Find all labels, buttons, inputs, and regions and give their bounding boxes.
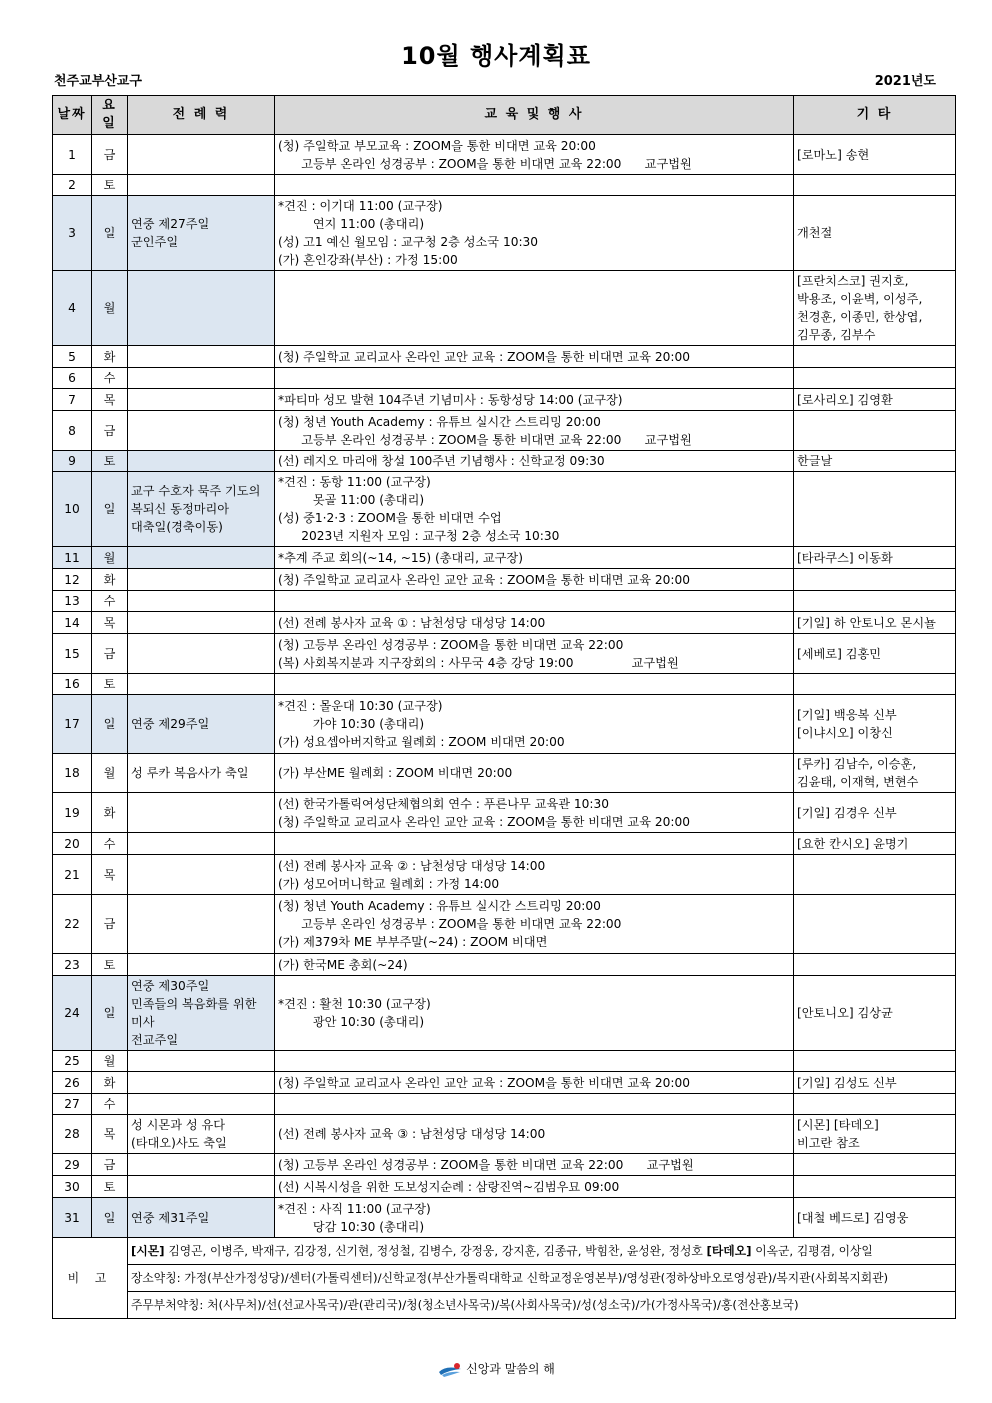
table-row (53, 674, 956, 695)
date-cell: 8 (53, 411, 92, 451)
liturgy-cell (128, 346, 275, 368)
table-header-row (53, 96, 956, 135)
table-row (53, 793, 956, 833)
liturgy-cell: 성 시몬과 성 유다 (타대오)사도 축일 (128, 1115, 275, 1154)
schedule-table (52, 95, 956, 1319)
notes-section (53, 1238, 956, 1319)
misc-cell (794, 1154, 956, 1176)
table-row (53, 389, 956, 411)
date-cell: 29 (53, 1154, 92, 1176)
misc-cell (794, 591, 956, 612)
events-cell: (청) 청년 Youth Academy : 유튜브 실시간 스트리밍 20:00 고등부 온라인 성경공부 : ZOOM을 통한 비대면 교육 22:00 교구법원 (275, 411, 794, 451)
year-label: 2021년도 (874, 74, 936, 89)
misc-cell: [로마노] 송현 (794, 135, 956, 175)
table-row (53, 591, 956, 612)
misc-cell (794, 346, 956, 368)
date-cell: 30 (53, 1176, 92, 1198)
weekday-cell: 일 (92, 695, 128, 754)
date-cell: 16 (53, 674, 92, 695)
date-cell: 9 (53, 451, 92, 472)
header-weekday: 요일 (92, 96, 128, 135)
events-cell: *견진 : 동항 11:00 (교구장) 못골 11:00 (총대리) (성) 중1·2·3 : ZOOM을 통한 비대면 수업 2023년 지원자 모임 : 교구청 2층 성소국 10:30 (275, 472, 794, 547)
liturgy-cell: 연중 제27주일 군인주일 (128, 196, 275, 271)
liturgy-cell (128, 271, 275, 346)
events-cell: (선) 시복시성을 위한 도보성지순례 : 삼랑진역~김범우묘 09:00 (275, 1176, 794, 1198)
notes-label: 비 고 (53, 1238, 128, 1319)
date-cell: 14 (53, 612, 92, 634)
table-row (53, 1154, 956, 1176)
misc-cell (794, 895, 956, 954)
liturgy-cell (128, 612, 275, 634)
table-row (53, 368, 956, 389)
misc-cell: [시몬] [타데오] 비고란 참조 (794, 1115, 956, 1154)
date-cell: 24 (53, 976, 92, 1051)
liturgy-cell (128, 411, 275, 451)
date-cell: 5 (53, 346, 92, 368)
table-row (53, 1115, 956, 1154)
date-cell: 17 (53, 695, 92, 754)
weekday-cell: 월 (92, 547, 128, 569)
table-row (53, 954, 956, 976)
events-cell (275, 833, 794, 855)
events-cell: *견진 : 사직 11:00 (교구장) 당감 10:30 (총대리) (275, 1198, 794, 1238)
table-row (53, 569, 956, 591)
misc-cell (794, 411, 956, 451)
liturgy-cell: 연중 제30주일 민족들의 복음화를 위한 미사 전교주일 (128, 976, 275, 1051)
events-cell: (선) 전례 봉사자 교육 ① : 남천성당 대성당 14:00 (275, 612, 794, 634)
date-cell: 26 (53, 1072, 92, 1094)
date-cell: 10 (53, 472, 92, 547)
table-row (53, 1072, 956, 1094)
liturgy-cell: 교구 수호자 묵주 기도의 복되신 동정마리아 대축일(경축이동) (128, 472, 275, 547)
events-cell: (선) 한국가톨릭여성단체협의회 연수 : 푸른나무 교육관 10:30 (청) 주일학교 교리교사 온라인 교안 교육 : ZOOM을 통한 비대면 교육 20:00 (275, 793, 794, 833)
weekday-cell: 금 (92, 135, 128, 175)
table-row (53, 895, 956, 954)
notes-simon-tag: [시몬] (131, 1244, 165, 1258)
weekday-cell: 토 (92, 451, 128, 472)
events-cell: (청) 고등부 온라인 성경공부 : ZOOM을 통한 비대면 교육 22:00 교구법원 (275, 1154, 794, 1176)
weekday-cell: 토 (92, 674, 128, 695)
header-liturgy: 전 례 력 (128, 96, 275, 135)
liturgy-cell (128, 368, 275, 389)
liturgy-cell (128, 569, 275, 591)
notes-line-1 (128, 1238, 956, 1265)
weekday-cell: 토 (92, 175, 128, 196)
weekday-cell: 일 (92, 976, 128, 1051)
date-cell: 21 (53, 855, 92, 895)
date-cell: 6 (53, 368, 92, 389)
liturgy-cell (128, 833, 275, 855)
events-cell (275, 1094, 794, 1115)
notes-thaddeus-names: 이옥군, 김평겸, 이상일 (751, 1244, 873, 1258)
table-row (53, 346, 956, 368)
liturgy-cell (128, 855, 275, 895)
liturgy-cell (128, 547, 275, 569)
date-cell: 3 (53, 196, 92, 271)
date-cell: 2 (53, 175, 92, 196)
header-misc: 기 타 (794, 96, 956, 135)
date-cell: 20 (53, 833, 92, 855)
misc-cell (794, 855, 956, 895)
notes-simon-names: 김영곤, 이병주, 박재구, 김강정, 신기현, 정성철, 김병수, 강정웅, 강지훈, 김종규, 박힘찬, 윤성완, 정성호 (164, 1244, 707, 1258)
weekday-cell: 금 (92, 1154, 128, 1176)
misc-cell (794, 175, 956, 196)
misc-cell: [기일] 하 안토니오 몬시뇰 (794, 612, 956, 634)
liturgy-cell: 연중 제29주일 (128, 695, 275, 754)
misc-cell: [대철 베드로] 김영웅 (794, 1198, 956, 1238)
weekday-cell: 토 (92, 954, 128, 976)
table-row (53, 175, 956, 196)
date-cell: 22 (53, 895, 92, 954)
events-cell: *견진 : 이기대 11:00 (교구장) 연지 11:00 (총대리) (성) 고1 예신 월모임 : 교구청 2층 성소국 10:30 (가) 혼인강좌(부산) : 가정 15:00 (275, 196, 794, 271)
events-cell (275, 1051, 794, 1072)
events-cell (275, 591, 794, 612)
liturgy-cell (128, 591, 275, 612)
weekday-cell: 수 (92, 368, 128, 389)
table-row (53, 411, 956, 451)
misc-cell (794, 569, 956, 591)
table-row (53, 695, 956, 754)
misc-cell: [루카] 김남수, 이승훈, 김윤태, 이재혁, 변현수 (794, 754, 956, 793)
weekday-cell: 일 (92, 1198, 128, 1238)
table-row (53, 1176, 956, 1198)
weekday-cell: 월 (92, 754, 128, 793)
misc-cell: [안토니오] 김상균 (794, 976, 956, 1051)
events-cell: *추계 주교 회의(~14, ~15) (총대리, 교구장) (275, 547, 794, 569)
events-cell (275, 368, 794, 389)
liturgy-cell (128, 135, 275, 175)
misc-cell: [기일] 김경우 신부 (794, 793, 956, 833)
table-row (53, 135, 956, 175)
date-cell: 13 (53, 591, 92, 612)
date-cell: 25 (53, 1051, 92, 1072)
notes-thaddeus-tag: [타데오] (706, 1244, 752, 1258)
table-row (53, 754, 956, 793)
notes-line-3: 주무부처약칭: 처(사무처)/선(선교사목국)/관(관리국)/청(청소년사목국)/복(사회사목국)/성(성소국)/가(가정사목국)/홍(전산홍보국) (128, 1292, 956, 1319)
weekday-cell: 금 (92, 411, 128, 451)
liturgy-cell (128, 674, 275, 695)
events-cell (275, 271, 794, 346)
weekday-cell: 화 (92, 346, 128, 368)
date-cell: 23 (53, 954, 92, 976)
misc-cell: [타라쿠스] 이동화 (794, 547, 956, 569)
weekday-cell: 목 (92, 855, 128, 895)
year-logo-icon (437, 1362, 463, 1378)
header-events: 교 육 및 행 사 (275, 96, 794, 135)
table-row (53, 976, 956, 1051)
table-row (53, 472, 956, 547)
table-row (53, 855, 956, 895)
liturgy-cell (128, 175, 275, 196)
liturgy-cell (128, 1154, 275, 1176)
liturgy-cell (128, 634, 275, 674)
liturgy-cell (128, 1072, 275, 1094)
weekday-cell: 금 (92, 634, 128, 674)
weekday-cell: 수 (92, 833, 128, 855)
misc-cell: 한글날 (794, 451, 956, 472)
liturgy-cell (128, 895, 275, 954)
table-row (53, 833, 956, 855)
notes-line-2: 장소약칭: 가정(부산가정성당)/센터(가톨릭센터)/신학교정(부산가톨릭대학교 신학교정운영본부)/영성관(정하상바오로영성관)/복지관(사회복지회관) (128, 1265, 956, 1292)
weekday-cell: 수 (92, 1094, 128, 1115)
date-cell: 27 (53, 1094, 92, 1115)
date-cell: 31 (53, 1198, 92, 1238)
misc-cell (794, 1051, 956, 1072)
misc-cell: [로사리오] 김영환 (794, 389, 956, 411)
misc-cell (794, 1094, 956, 1115)
table-row (53, 1051, 956, 1072)
date-cell: 1 (53, 135, 92, 175)
events-cell: (청) 주일학교 부모교육 : ZOOM을 통한 비대면 교육 20:00 고등부 온라인 성경공부 : ZOOM을 통한 비대면 교육 22:00 교구법원 (275, 135, 794, 175)
date-cell: 11 (53, 547, 92, 569)
table-row (53, 612, 956, 634)
events-cell: (가) 부산ME 월례회 : ZOOM 비대면 20:00 (275, 754, 794, 793)
weekday-cell: 토 (92, 1176, 128, 1198)
date-cell: 12 (53, 569, 92, 591)
date-cell: 15 (53, 634, 92, 674)
events-cell: (선) 전례 봉사자 교육 ③ : 남천성당 대성당 14:00 (275, 1115, 794, 1154)
events-cell: (청) 주일학교 교리교사 온라인 교안 교육 : ZOOM을 통한 비대면 교육 20:00 (275, 1072, 794, 1094)
events-cell: (가) 한국ME 총회(~24) (275, 954, 794, 976)
footer (0, 1360, 992, 1378)
notes-row (53, 1292, 956, 1319)
date-cell: 19 (53, 793, 92, 833)
date-cell: 18 (53, 754, 92, 793)
weekday-cell: 월 (92, 1051, 128, 1072)
events-cell: (청) 주일학교 교리교사 온라인 교안 교육 : ZOOM을 통한 비대면 교육 20:00 (275, 569, 794, 591)
liturgy-cell (128, 1051, 275, 1072)
liturgy-cell (128, 1176, 275, 1198)
misc-cell: [기일] 백응복 신부 [이냐시오] 이창신 (794, 695, 956, 754)
weekday-cell: 수 (92, 591, 128, 612)
misc-cell: [요한 칸시오] 윤명기 (794, 833, 956, 855)
liturgy-cell (128, 1094, 275, 1115)
events-cell (275, 674, 794, 695)
weekday-cell: 목 (92, 612, 128, 634)
table-row (53, 547, 956, 569)
weekday-cell: 화 (92, 793, 128, 833)
date-cell: 4 (53, 271, 92, 346)
liturgy-cell (128, 451, 275, 472)
events-cell: (청) 주일학교 교리교사 온라인 교안 교육 : ZOOM을 통한 비대면 교육 20:00 (275, 346, 794, 368)
events-cell (275, 175, 794, 196)
table-row (53, 451, 956, 472)
misc-cell: 개천절 (794, 196, 956, 271)
table-row (53, 1094, 956, 1115)
table-row (53, 271, 956, 346)
schedule-body (53, 135, 956, 1238)
misc-cell (794, 1176, 956, 1198)
weekday-cell: 일 (92, 196, 128, 271)
liturgy-cell (128, 954, 275, 976)
table-row (53, 1198, 956, 1238)
liturgy-cell (128, 793, 275, 833)
misc-cell: [세베로] 김홍민 (794, 634, 956, 674)
liturgy-cell: 연중 제31주일 (128, 1198, 275, 1238)
weekday-cell: 금 (92, 895, 128, 954)
footer-text: 신앙과 말씀의 해 (466, 1362, 555, 1376)
liturgy-cell (128, 389, 275, 411)
liturgy-cell: 성 루카 복음사가 축일 (128, 754, 275, 793)
weekday-cell: 화 (92, 569, 128, 591)
weekday-cell: 화 (92, 1072, 128, 1094)
misc-cell (794, 472, 956, 547)
misc-cell (794, 368, 956, 389)
misc-cell (794, 674, 956, 695)
events-cell: *견진 : 몰운대 10:30 (교구장) 가야 10:30 (총대리) (가) 성요셉아버지학교 월례회 : ZOOM 비대면 20:00 (275, 695, 794, 754)
page-title: 10월 행사계획표 (401, 42, 591, 70)
misc-cell (794, 954, 956, 976)
events-cell: (청) 청년 Youth Academy : 유튜브 실시간 스트리밍 20:00 고등부 온라인 성경공부 : ZOOM을 통한 비대면 교육 22:00 (가) 제379차 ME 부부주말(~24) : ZOOM 비대면 (275, 895, 794, 954)
weekday-cell: 월 (92, 271, 128, 346)
table-row (53, 634, 956, 674)
table-row (53, 196, 956, 271)
events-cell: (선) 레지오 마리애 창설 100주년 기념행사 : 신학교정 09:30 (275, 451, 794, 472)
date-cell: 7 (53, 389, 92, 411)
events-cell: *견진 : 활천 10:30 (교구장) 광안 10:30 (총대리) (275, 976, 794, 1051)
events-cell: (선) 전례 봉사자 교육 ② : 남천성당 대성당 14:00 (가) 성모어머니학교 월례회 : 가정 14:00 (275, 855, 794, 895)
organization-name: 천주교부산교구 (54, 74, 142, 89)
misc-cell: [기일] 김성도 신부 (794, 1072, 956, 1094)
misc-cell: [프란치스코] 권지호, 박용조, 이윤벽, 이성주, 천경훈, 이종민, 한상엽, 김무종, 김부수 (794, 271, 956, 346)
notes-row (53, 1265, 956, 1292)
events-cell: *파티마 성모 발현 104주년 기념미사 : 동항성당 14:00 (교구장) (275, 389, 794, 411)
header-date: 날짜 (53, 96, 92, 135)
events-cell: (청) 고등부 온라인 성경공부 : ZOOM을 통한 비대면 교육 22:00 (복) 사회복지분과 지구장회의 : 사무국 4층 강당 19:00 교구법원 (275, 634, 794, 674)
weekday-cell: 목 (92, 389, 128, 411)
notes-row (53, 1238, 956, 1265)
weekday-cell: 목 (92, 1115, 128, 1154)
date-cell: 28 (53, 1115, 92, 1154)
weekday-cell: 일 (92, 472, 128, 547)
